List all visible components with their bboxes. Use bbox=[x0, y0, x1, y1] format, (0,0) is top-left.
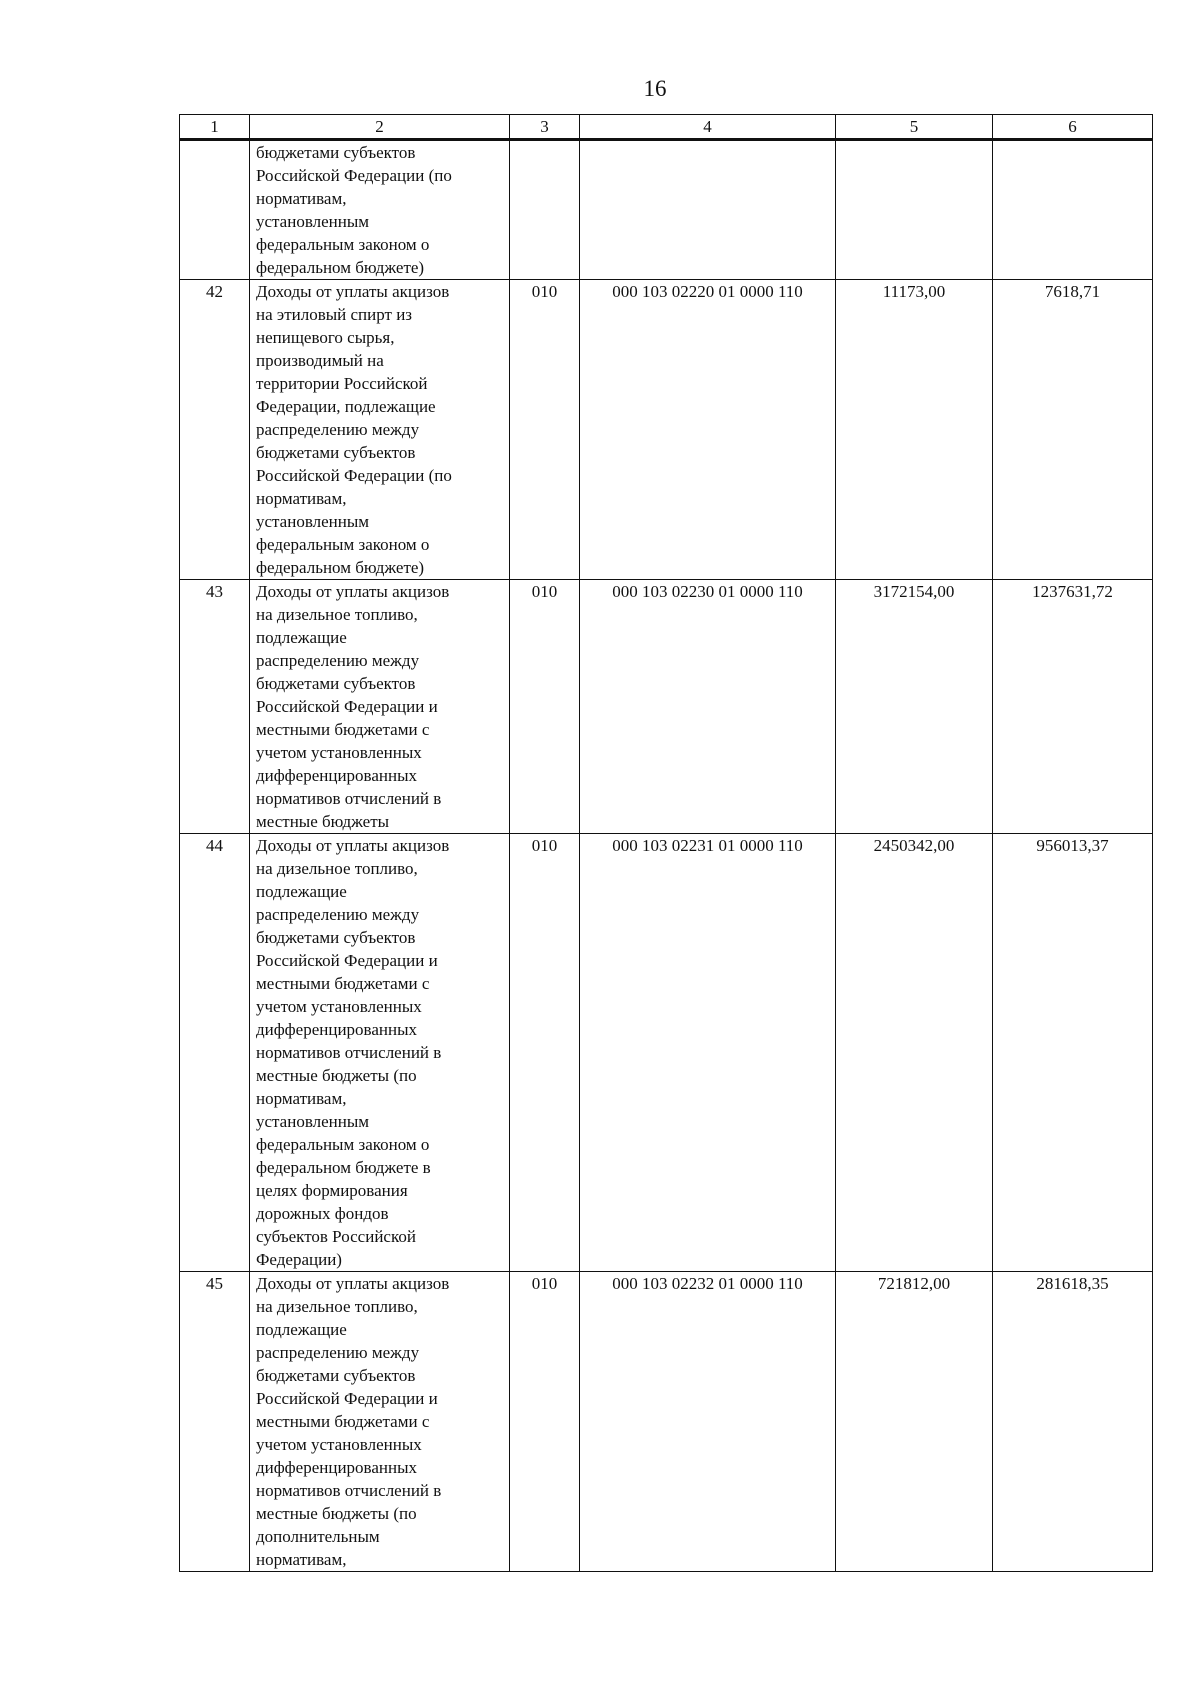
description-line: установленным bbox=[256, 512, 370, 531]
table-row bbox=[180, 1272, 1153, 1572]
planned-amount-cell: 3172154,00 bbox=[836, 580, 993, 834]
description-line: нормативам, bbox=[256, 489, 347, 508]
planned-amount-cell bbox=[836, 140, 993, 280]
row-number-cell: 42 bbox=[180, 280, 250, 580]
description-line: подлежащие bbox=[256, 628, 347, 647]
description-line: федеральным законом о bbox=[256, 1135, 430, 1154]
description-line: подлежащие bbox=[256, 882, 347, 901]
description-line: нормативам, bbox=[256, 1550, 347, 1569]
description-line: на дизельное топливо, bbox=[256, 859, 418, 878]
budget-classification-code-cell: 000 103 02231 01 0000 110 bbox=[580, 834, 836, 1272]
actual-amount-cell: 1237631,72 bbox=[993, 580, 1153, 834]
description-line: бюджетами субъектов bbox=[256, 928, 416, 947]
budget-classification-code-cell: 000 103 02220 01 0000 110 bbox=[580, 280, 836, 580]
row-number-cell: 45 bbox=[180, 1272, 250, 1572]
description-line: дополнительным bbox=[256, 1527, 380, 1546]
description-line: местные бюджеты bbox=[256, 812, 390, 831]
description-line: Доходы от уплаты акцизов bbox=[256, 836, 450, 855]
description-line: Доходы от уплаты акцизов bbox=[256, 582, 450, 601]
row-number-cell: 43 bbox=[180, 580, 250, 834]
planned-amount-cell: 2450342,00 bbox=[836, 834, 993, 1272]
description-line: местные бюджеты (по bbox=[256, 1504, 417, 1523]
description-line: бюджетами субъектов bbox=[256, 674, 416, 693]
actual-amount-cell bbox=[993, 140, 1153, 280]
description-line: на дизельное топливо, bbox=[256, 605, 418, 624]
description-line: на этиловый спирт из bbox=[256, 305, 413, 324]
description-line: дифференцированных bbox=[256, 1020, 418, 1039]
table-header-row bbox=[180, 115, 1153, 140]
description-line: распределению между bbox=[256, 651, 420, 670]
actual-amount-cell: 956013,37 bbox=[993, 834, 1153, 1272]
description-cell bbox=[250, 280, 510, 580]
planned-amount-cell: 11173,00 bbox=[836, 280, 993, 580]
admin-code-cell bbox=[510, 140, 580, 280]
description-line: распределению между bbox=[256, 905, 420, 924]
table-row bbox=[180, 140, 1153, 280]
description-line: Российской Федерации и bbox=[256, 697, 438, 716]
budget-classification-code-cell bbox=[580, 140, 836, 280]
description-line: Российской Федерации (по bbox=[256, 466, 452, 485]
admin-code-cell: 010 bbox=[510, 834, 580, 1272]
budget-classification-code-cell: 000 103 02232 01 0000 110 bbox=[580, 1272, 836, 1572]
actual-amount-cell: 7618,71 bbox=[993, 280, 1153, 580]
column-header: 1 bbox=[180, 115, 250, 140]
description-line: субъектов Российской bbox=[256, 1227, 416, 1246]
description-line: бюджетами субъектов bbox=[256, 443, 416, 462]
description-cell bbox=[250, 1272, 510, 1572]
description-line: установленным bbox=[256, 212, 370, 231]
admin-code-cell: 010 bbox=[510, 280, 580, 580]
description-line: распределению между bbox=[256, 1343, 420, 1362]
admin-code-cell: 010 bbox=[510, 1272, 580, 1572]
actual-amount-cell: 281618,35 bbox=[993, 1272, 1153, 1572]
description-line: федеральном бюджете в bbox=[256, 1158, 431, 1177]
description-line: нормативов отчислений в bbox=[256, 789, 442, 808]
description-line: Федерации, подлежащие bbox=[256, 397, 436, 416]
column-header: 5 bbox=[836, 115, 993, 140]
description-cell bbox=[250, 580, 510, 834]
description-line: на дизельное топливо, bbox=[256, 1297, 418, 1316]
description-line: местными бюджетами с bbox=[256, 720, 430, 739]
row-number-cell bbox=[180, 140, 250, 280]
description-line: Доходы от уплаты акцизов bbox=[256, 282, 450, 301]
description-line: установленным bbox=[256, 1112, 370, 1131]
table-row bbox=[180, 280, 1153, 580]
description-line: Российской Федерации и bbox=[256, 951, 438, 970]
table-row bbox=[180, 834, 1153, 1272]
description-line: распределению между bbox=[256, 420, 420, 439]
description-line: федеральным законом о bbox=[256, 235, 430, 254]
description-line: территории Российской bbox=[256, 374, 428, 393]
column-header: 4 bbox=[580, 115, 836, 140]
page-number: 16 bbox=[643, 76, 667, 101]
column-header: 6 bbox=[993, 115, 1153, 140]
description-line: местными бюджетами с bbox=[256, 974, 430, 993]
description-line: нормативов отчислений в bbox=[256, 1043, 442, 1062]
description-line: учетом установленных bbox=[256, 1435, 422, 1454]
description-line: производимый на bbox=[256, 351, 384, 370]
description-cell bbox=[250, 140, 510, 280]
column-header: 3 bbox=[510, 115, 580, 140]
description-line: нормативам, bbox=[256, 189, 347, 208]
description-line: Федерации) bbox=[256, 1250, 342, 1269]
table-body bbox=[180, 115, 1153, 1572]
description-line: Доходы от уплаты акцизов bbox=[256, 1274, 450, 1293]
description-line: непищевого сырья, bbox=[256, 328, 395, 347]
description-line: федеральном бюджете) bbox=[256, 558, 425, 577]
description-line: местные бюджеты (по bbox=[256, 1066, 417, 1085]
description-line: местными бюджетами с bbox=[256, 1412, 430, 1431]
description-line: дифференцированных bbox=[256, 766, 418, 785]
description-line: дифференцированных bbox=[256, 1458, 418, 1477]
row-number-cell: 44 bbox=[180, 834, 250, 1272]
description-line: подлежащие bbox=[256, 1320, 347, 1339]
description-line: целях формирования bbox=[256, 1181, 408, 1200]
description-line: федеральном бюджете) bbox=[256, 258, 425, 277]
description-line: дорожных фондов bbox=[256, 1204, 389, 1223]
description-line: бюджетами субъектов bbox=[256, 1366, 416, 1385]
admin-code-cell: 010 bbox=[510, 580, 580, 834]
description-line: Российской Федерации (по bbox=[256, 166, 452, 185]
column-header: 2 bbox=[250, 115, 510, 140]
revenue-table bbox=[179, 114, 1153, 1572]
budget-classification-code-cell: 000 103 02230 01 0000 110 bbox=[580, 580, 836, 834]
description-line: Российской Федерации и bbox=[256, 1389, 438, 1408]
description-line: учетом установленных bbox=[256, 743, 422, 762]
table-row bbox=[180, 580, 1153, 834]
description-line: федеральным законом о bbox=[256, 535, 430, 554]
description-cell bbox=[250, 834, 510, 1272]
description-line: бюджетами субъектов bbox=[256, 143, 416, 162]
planned-amount-cell: 721812,00 bbox=[836, 1272, 993, 1572]
description-line: нормативам, bbox=[256, 1089, 347, 1108]
description-line: учетом установленных bbox=[256, 997, 422, 1016]
description-line: нормативов отчислений в bbox=[256, 1481, 442, 1500]
